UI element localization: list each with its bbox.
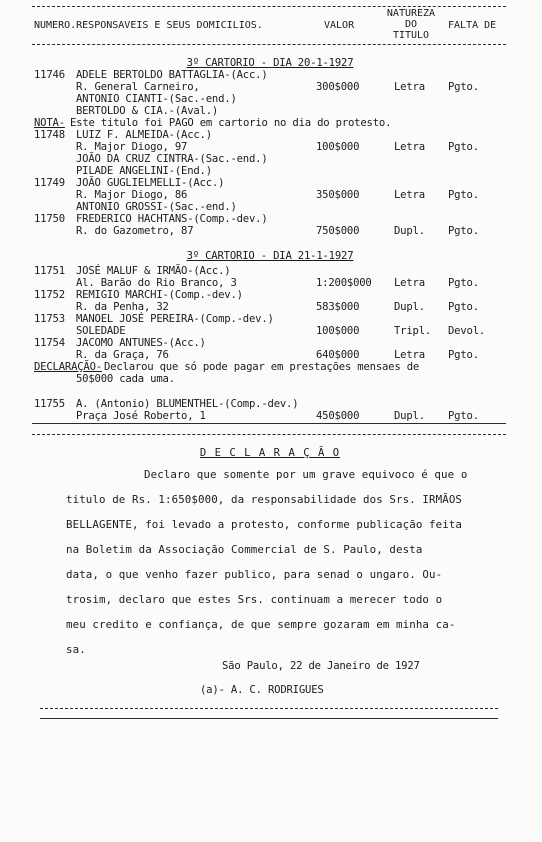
entry-party: ADELE BERTOLDO BATTAGLIA-(Acc.) xyxy=(76,69,268,81)
entry-party: Declarou que só pode pagar em prestações mensaes de xyxy=(104,361,420,373)
entry-nature: Dupl. xyxy=(394,301,425,313)
entry-value: 750$000 xyxy=(316,225,360,237)
entry-status: Devol. xyxy=(448,325,486,337)
entry-nature: Dupl. xyxy=(394,225,425,237)
entry-value: 640$000 xyxy=(316,349,360,361)
declaration-title: D E C L A R A Ç Ã O xyxy=(199,447,341,459)
entry-value: 300$000 xyxy=(316,81,360,93)
entry-party: MANOEL JOSÉ PEREIRA-(Comp.-dev.) xyxy=(76,313,274,325)
entry-party: Al. Barão do Rio Branco, 3 xyxy=(76,277,237,289)
closing-rule xyxy=(40,708,498,709)
entry-party: JOSÉ MALUF & IRMÃO-(Acc.) xyxy=(76,265,231,277)
entry-number: 11754 xyxy=(34,337,65,349)
header-col-responsaveis: NUMERO.RESPONSAVEIS E SEUS DOMICILIOS. xyxy=(34,20,263,31)
entry-value: 1:200$000 xyxy=(316,277,372,289)
entry-party: A. (Antonio) BLUMENTHEL-(Comp.-dev.) xyxy=(76,398,299,410)
entry-nature: Letra xyxy=(394,141,425,153)
entry-party: PILADE ANGELINI-(End.) xyxy=(76,165,212,177)
declaration-line: Declaro que somente por um grave equivoco é que o xyxy=(144,468,468,481)
declaration-line: na Boletim da Associação Commercial de S. Paulo, desta xyxy=(66,543,423,556)
entry-party: JOÃO DA CRUZ CINTRA-(Sac.-end.) xyxy=(76,153,268,165)
entry-status: Pgto. xyxy=(448,141,479,153)
entry-status: Pgto. xyxy=(448,410,479,422)
header-col-natureza: NATUREZA DO TITULO xyxy=(386,8,436,41)
top-rule xyxy=(32,6,506,7)
entry-party: Praça José Roberto, 1 xyxy=(76,410,206,422)
declaration-body xyxy=(66,462,486,662)
entry-value: 350$000 xyxy=(316,189,360,201)
declaration-line: BELLAGENTE, foi levado a protesto, conforme publicação feita xyxy=(66,518,463,531)
ledger-end-rule xyxy=(32,423,506,424)
entry-party: R. Major Diogo, 86 xyxy=(76,189,188,201)
entry-party: ANTONIO GROSSI-(Sac.-end.) xyxy=(76,201,237,213)
header-col-falta: FALTA DE xyxy=(448,20,497,31)
entry-number: 11752 xyxy=(34,289,65,301)
entry-value: 583$000 xyxy=(316,301,360,313)
entry-nature: Letra xyxy=(394,277,425,289)
entry-number: 11751 xyxy=(34,265,65,277)
entry-nature: Dupl. xyxy=(394,410,425,422)
entry-party: R. Major Diogo, 97 xyxy=(76,141,188,153)
entry-status: Pgto. xyxy=(448,225,479,237)
entry-party: BERTOLDO & CIA.-(Aval.) xyxy=(76,105,219,117)
entry-value: 100$000 xyxy=(316,325,360,337)
section-title: 3º CARTORIO - DIA 20-1-1927 xyxy=(186,57,354,69)
entry-number: 11753 xyxy=(34,313,65,325)
entry-party: Este titulo foi PAGO em cartorio no dia do protesto. xyxy=(70,117,392,129)
entry-party: ANTONIO CIANTI-(Sac.-end.) xyxy=(76,93,237,105)
entry-party: LUIZ F. ALMEIDA-(Acc.) xyxy=(76,129,212,141)
entry-status: Pgto. xyxy=(448,349,479,361)
entry-number: 11748 xyxy=(34,129,65,141)
entry-status: Pgto. xyxy=(448,277,479,289)
declaration-line: trosim, declaro que estes Srs. continuam a merecer todo o xyxy=(66,593,443,606)
entry-party: R. da Graça, 76 xyxy=(76,349,169,361)
entry-status: Pgto. xyxy=(448,81,479,93)
entry-number: 11750 xyxy=(34,213,65,225)
declaration-line: titulo de Rs. 1:650$000, da responsabilidade dos Srs. IRMÃOS xyxy=(66,493,463,506)
entry-party: 50$000 cada uma. xyxy=(76,373,175,385)
place-date: São Paulo, 22 de Janeiro de 1927 xyxy=(222,660,420,672)
entry-nature: Letra xyxy=(394,189,425,201)
entry-party: JOÃO GUGLIELMELLI-(Acc.) xyxy=(76,177,225,189)
entry-number: DECLARAÇÃO- xyxy=(34,361,102,373)
declaration-line: sa. xyxy=(66,643,86,656)
entry-party: REMIGIO MARCHI-(Comp.-dev.) xyxy=(76,289,243,301)
entry-party: R. da Penha, 32 xyxy=(76,301,169,313)
entry-nature: Tripl. xyxy=(394,325,432,337)
closing-rule-2 xyxy=(40,718,498,719)
section-title: 3º CARTORIO - DIA 21-1-1927 xyxy=(186,250,354,262)
entry-party: FREDERICO HACHTANS-(Comp.-dev.) xyxy=(76,213,268,225)
entry-value: 100$000 xyxy=(316,141,360,153)
header-rule xyxy=(32,44,506,45)
entry-nature: Letra xyxy=(394,81,425,93)
entry-status: Pgto. xyxy=(448,189,479,201)
header-col-valor: VALOR xyxy=(324,20,355,31)
entry-status: Pgto. xyxy=(448,301,479,313)
entry-number: 11755 xyxy=(34,398,65,410)
entry-party: R. General Carneiro, xyxy=(76,81,200,93)
declaration-line: meu credito e confiança, de que sempre gozaram em minha ca- xyxy=(66,618,456,631)
entry-nature: Letra xyxy=(394,349,425,361)
entry-party: R. do Gazometro, 87 xyxy=(76,225,194,237)
declaration-line: data, o que venho fazer publico, para senad o ungaro. Ou- xyxy=(66,568,443,581)
entry-value: 450$000 xyxy=(316,410,360,422)
ledger-end-rule-2 xyxy=(32,434,506,435)
entry-party: JACOMO ANTUNES-(Acc.) xyxy=(76,337,206,349)
entry-number: NOTA- xyxy=(34,117,65,129)
entry-party: SOLEDADE xyxy=(76,325,126,337)
entry-number: 11749 xyxy=(34,177,65,189)
signature: (a)- A. C. RODRIGUES xyxy=(200,684,324,696)
entry-number: 11746 xyxy=(34,69,65,81)
